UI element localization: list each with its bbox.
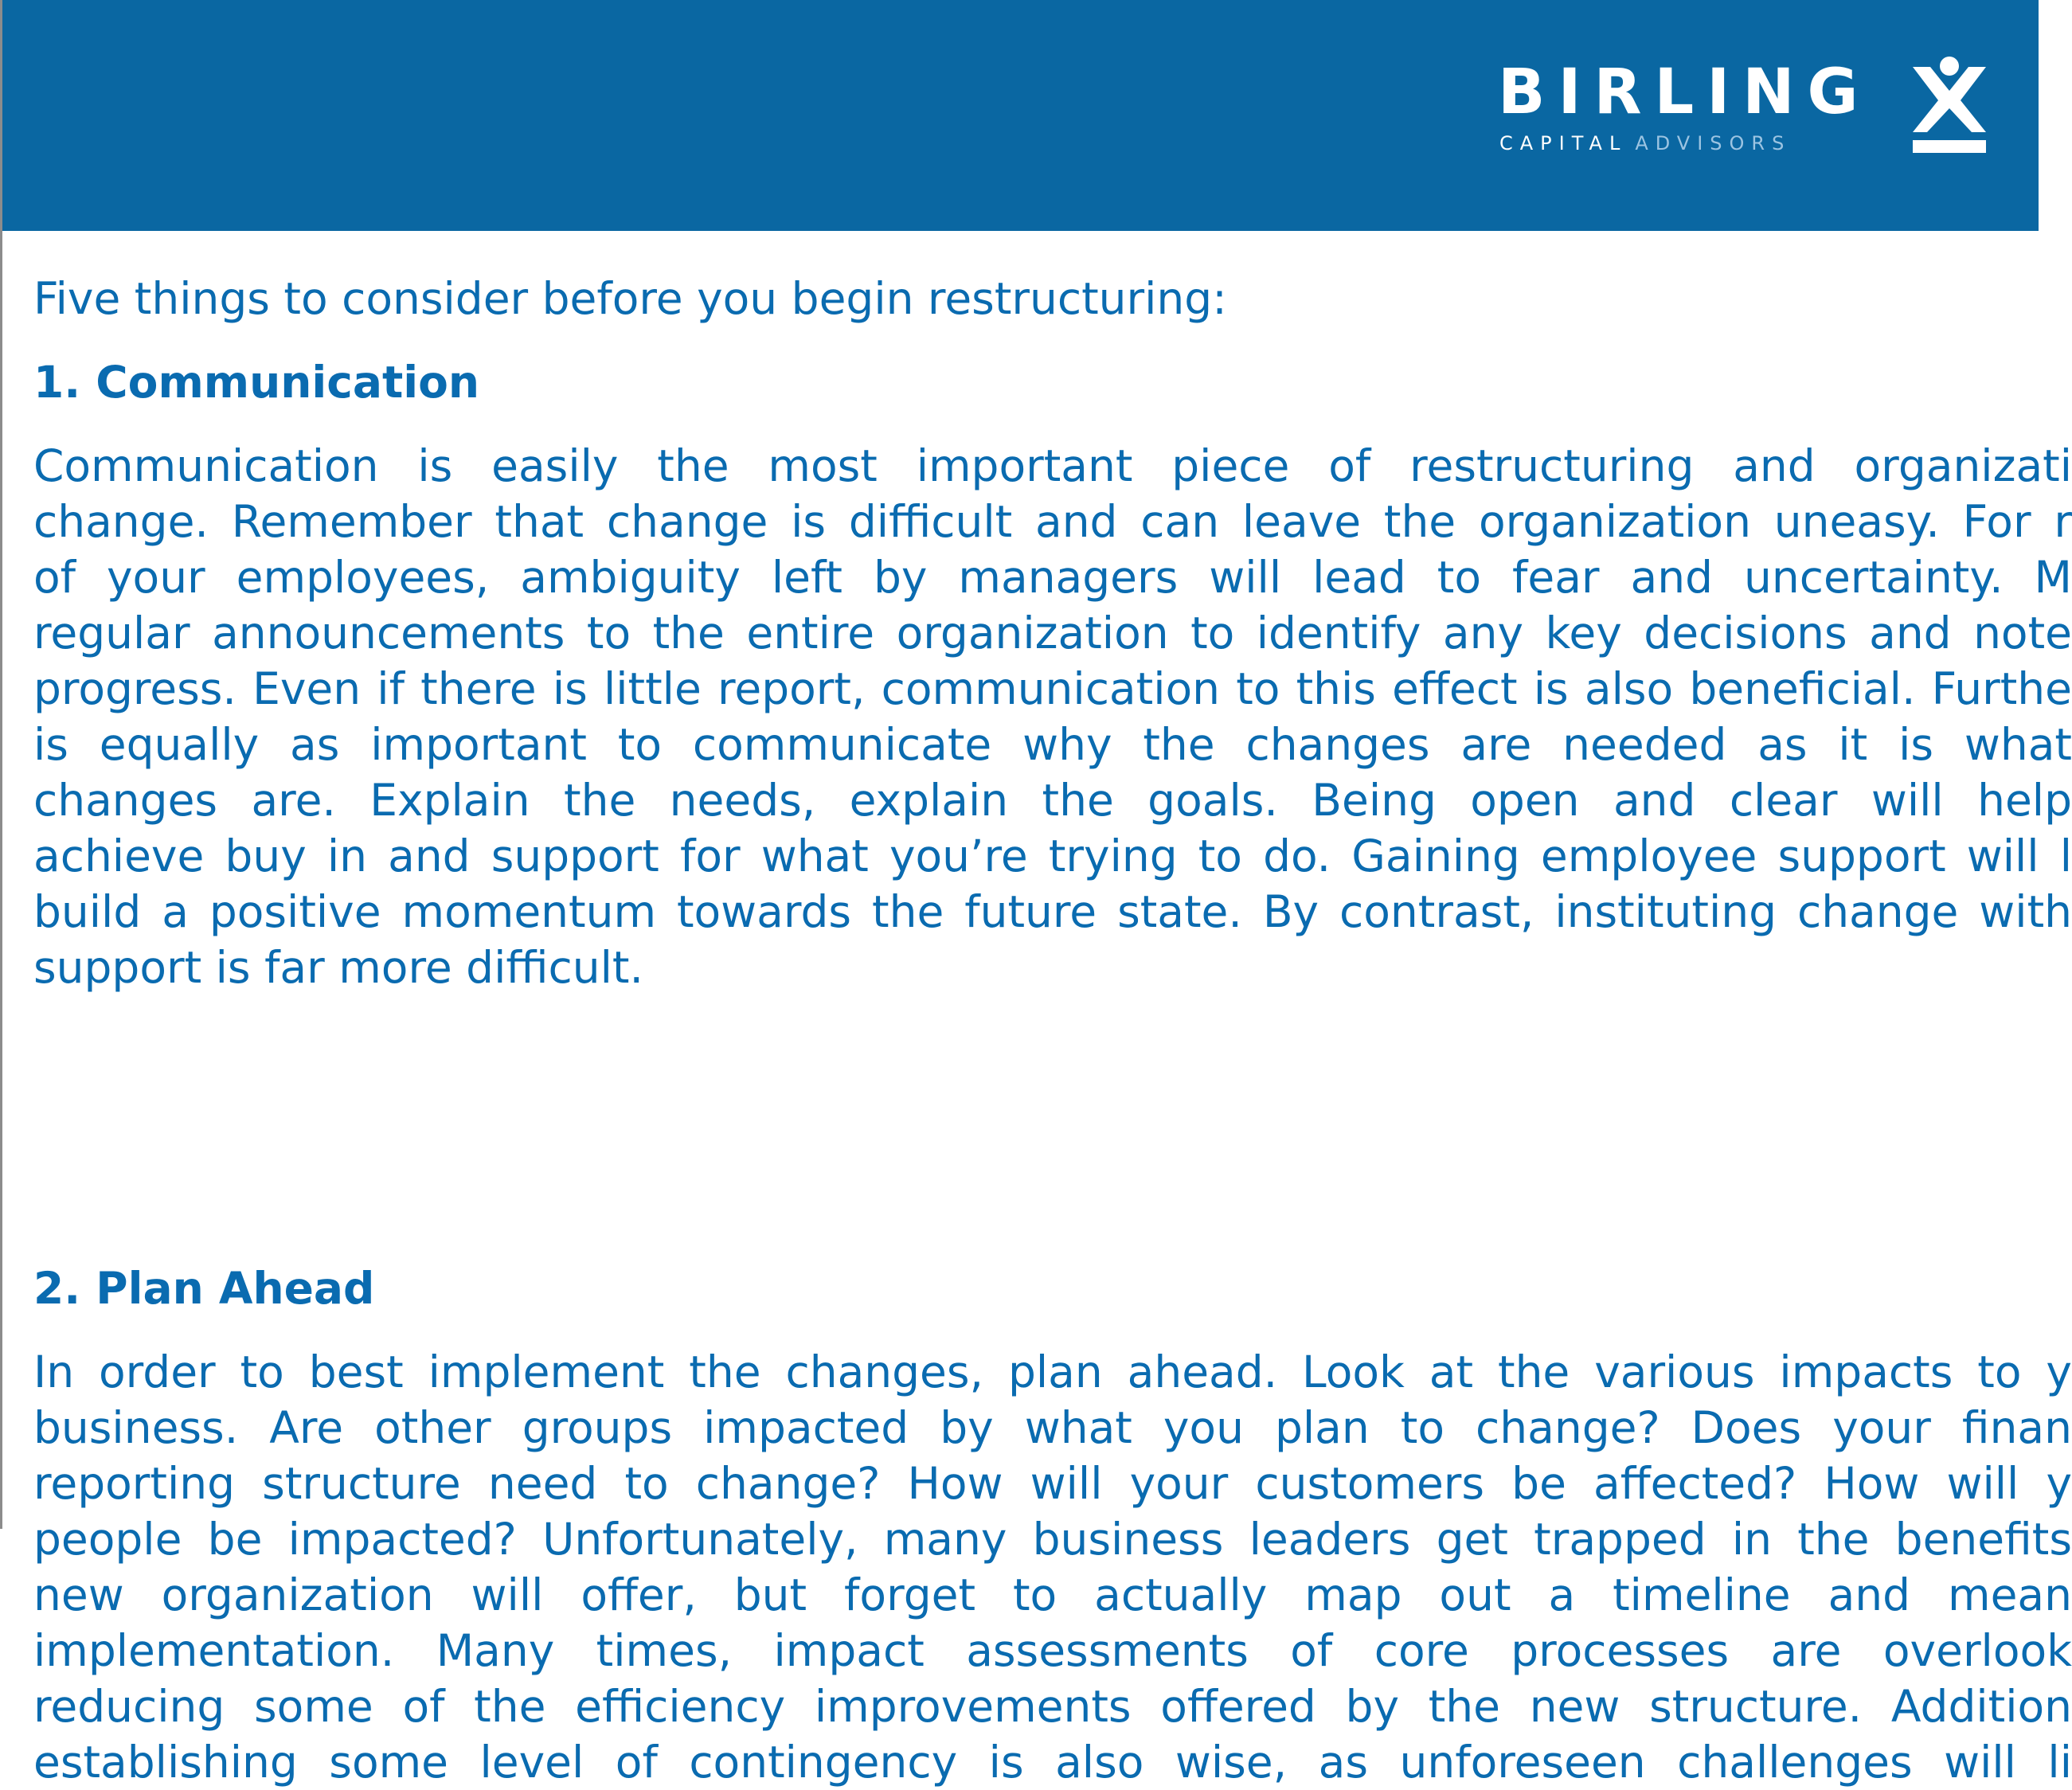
intro-sentence: Five things to consider before you begin restructuring: bbox=[33, 273, 1227, 324]
paragraph-line: of your employees, ambiguity left by managers will lead to fear and uncertainty. M bbox=[33, 552, 2072, 603]
section-paragraph-plan-ahead bbox=[33, 1344, 2072, 1790]
paragraph-line: progress. Even if there is little report, communication to this effect is also beneficial. Furthe bbox=[33, 663, 2072, 714]
document-header-band bbox=[2, 0, 2039, 231]
paragraph-line: reducing some of the efficiency improvements offered by the new structure. Addition bbox=[33, 1681, 2072, 1732]
paragraph-line: implementation. Many times, impact assessments of core processes are overlook bbox=[33, 1625, 2072, 1676]
section-heading-plan-ahead: 2. Plan Ahead bbox=[33, 1263, 375, 1314]
paragraph-line: establishing some level of contingency is also wise, as unforeseen challenges will li bbox=[33, 1737, 2072, 1788]
paragraph-line: achieve buy in and support for what you’re trying to do. Gaining employee support will l bbox=[33, 831, 2072, 881]
logo-tagline-advisors: ADVISORS bbox=[1635, 132, 1792, 154]
section-paragraph-communication bbox=[33, 438, 2072, 995]
paragraph-line: regular announcements to the entire organization to identify any key decisions and note bbox=[33, 608, 2072, 659]
paragraph-line: support is far more difficult. bbox=[33, 942, 643, 993]
logo-tagline bbox=[1499, 132, 1791, 154]
birling-figure-icon bbox=[1910, 56, 1989, 153]
logo-tagline-capital: CAPITAL bbox=[1499, 132, 1628, 154]
paragraph-line: build a positive momentum towards the future state. By contrast, instituting change with bbox=[33, 886, 2072, 937]
paragraph-line: change. Remember that change is difficult and can leave the organization uneasy. For r bbox=[33, 496, 2072, 547]
logo-wordmark: BIRLING bbox=[1498, 57, 1871, 128]
section-heading-communication: 1. Communication bbox=[33, 357, 480, 408]
paragraph-line: reporting structure need to change? How will your customers be affected? How will y bbox=[33, 1458, 2072, 1509]
paragraph-line: business. Are other groups impacted by what you plan to change? Does your finan bbox=[33, 1402, 2072, 1453]
paragraph-line: In order to best implement the changes, plan ahead. Look at the various impacts to y bbox=[33, 1346, 2072, 1397]
birling-logo bbox=[1498, 57, 1871, 156]
paragraph-line: new organization will offer, but forget to actually map out a timeline and mean bbox=[33, 1569, 2072, 1620]
paragraph-line: is equally as important to communicate why the changes are needed as it is what bbox=[33, 719, 2072, 770]
paragraph-line: changes are. Explain the needs, explain the goals. Being open and clear will help bbox=[33, 775, 2072, 826]
paragraph-line: Communication is easily the most important piece of restructuring and organizati bbox=[33, 440, 2072, 491]
paragraph-line: people be impacted? Unfortunately, many business leaders get trapped in the benefits bbox=[33, 1514, 2072, 1565]
